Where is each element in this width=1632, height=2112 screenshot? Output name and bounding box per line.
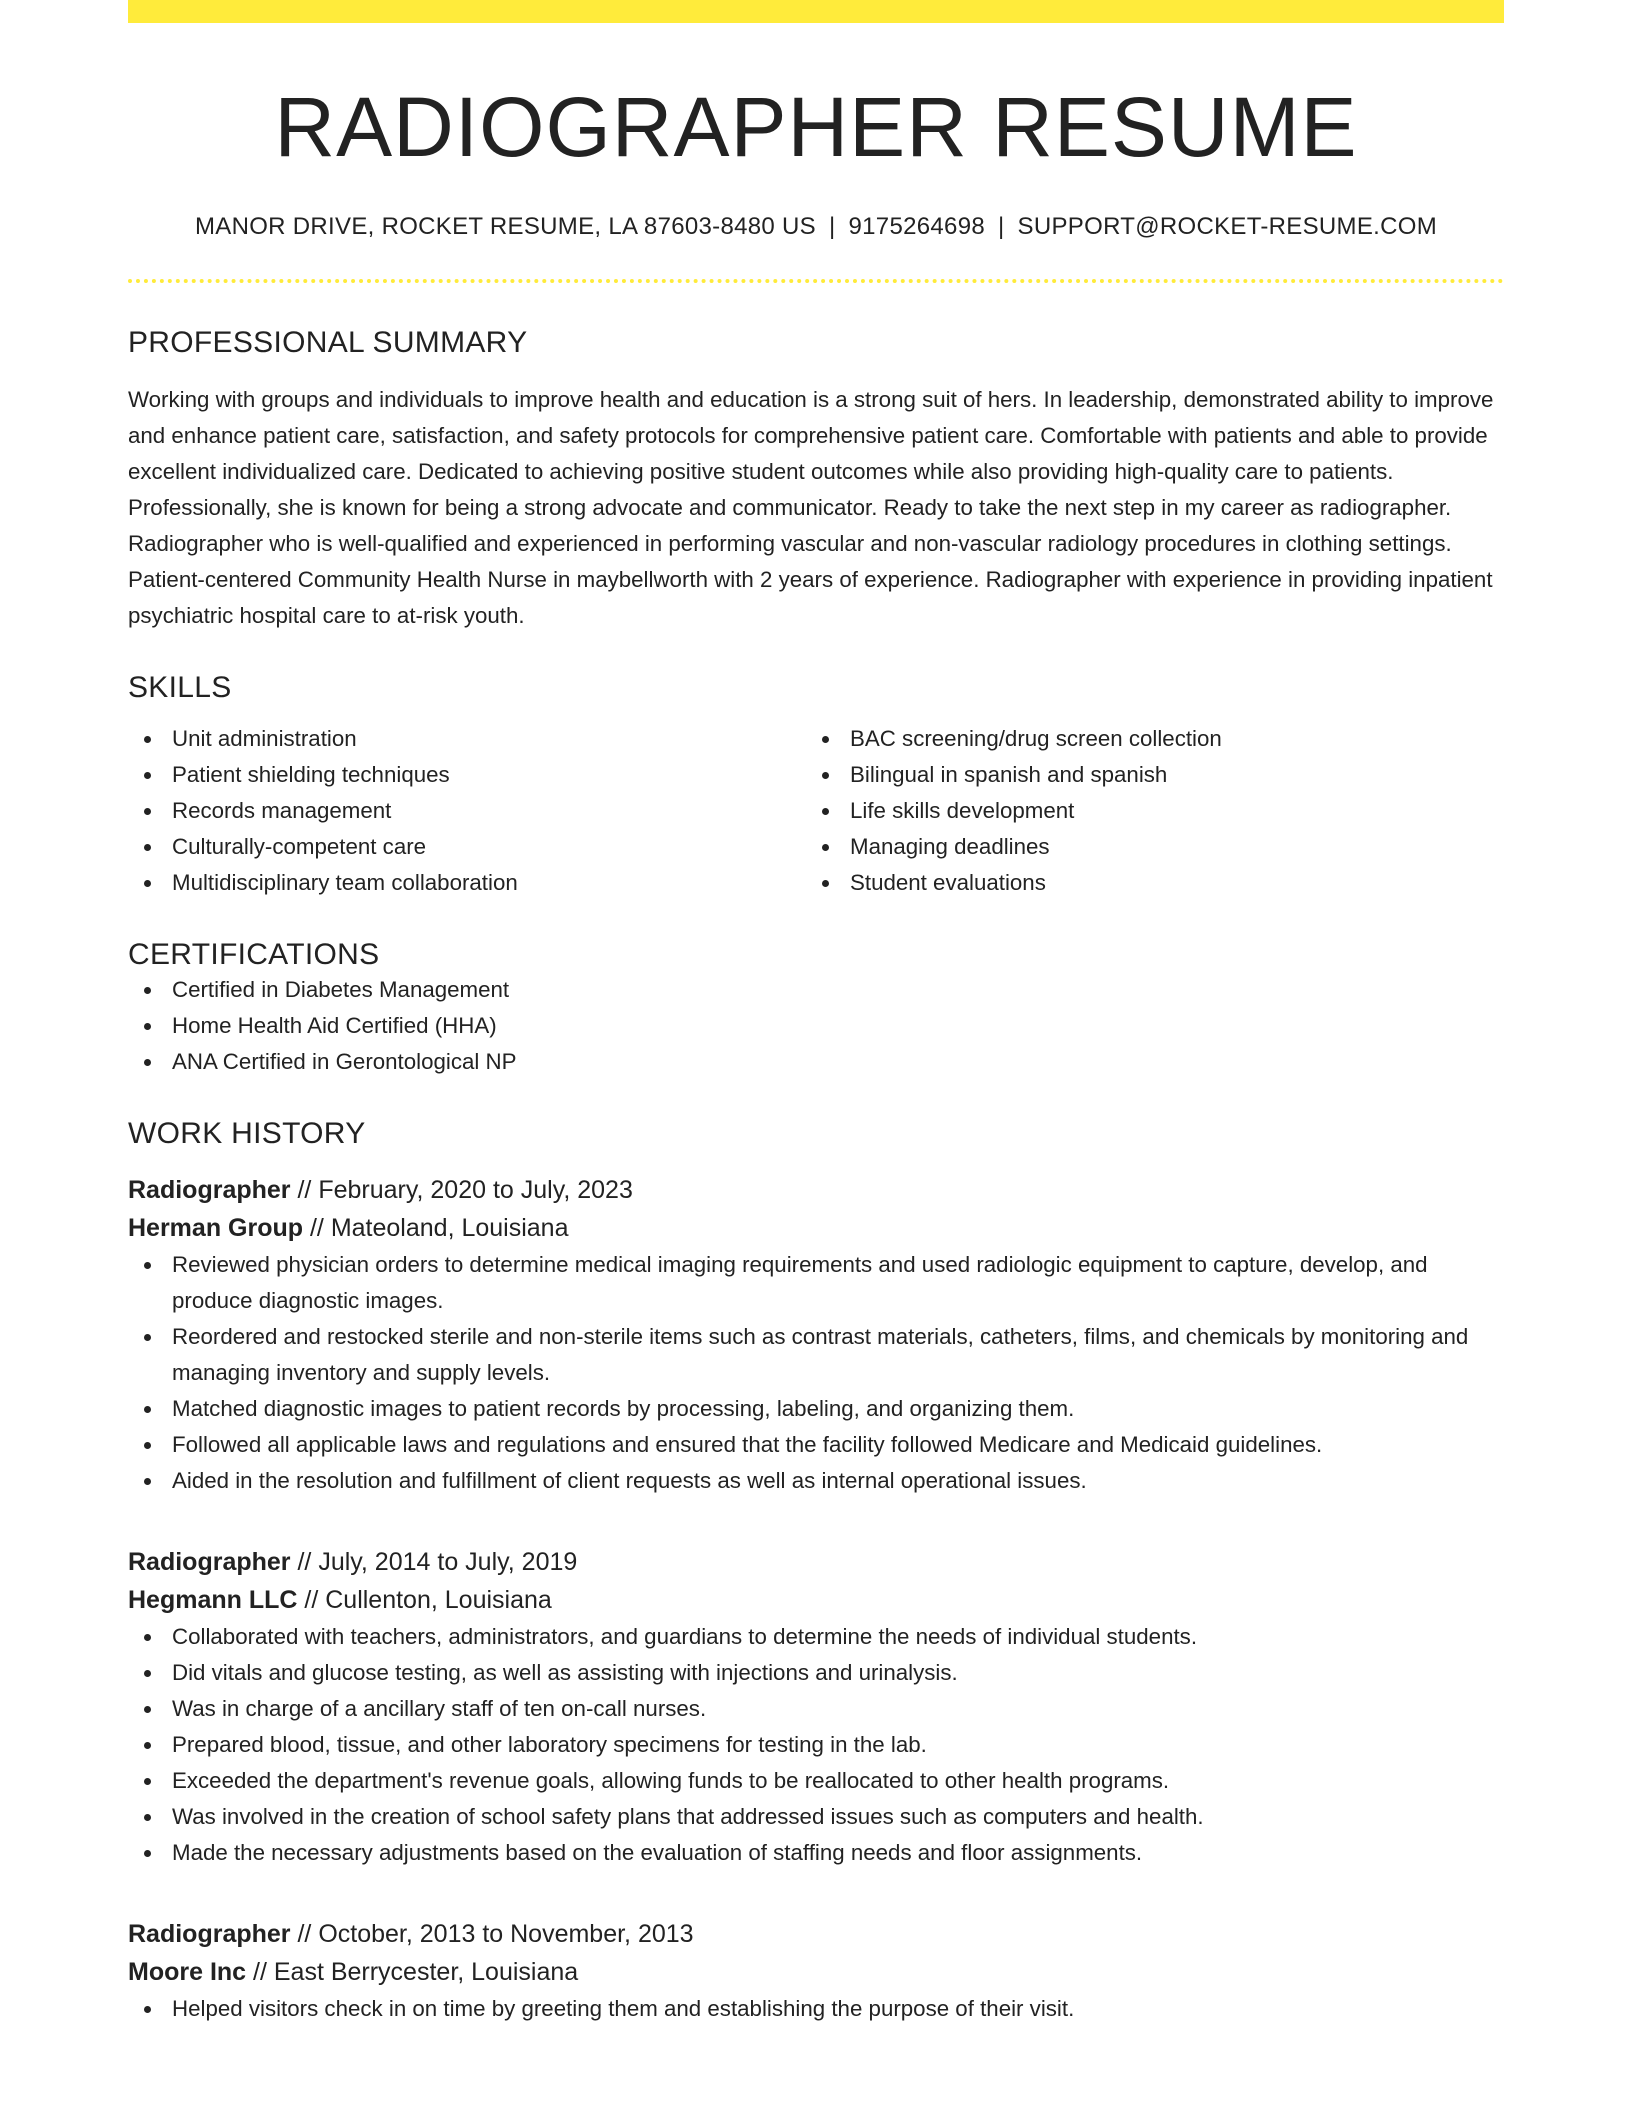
contact-phone: 9175264698 <box>848 213 985 241</box>
job-duties <box>128 1247 1504 1499</box>
job-entry <box>128 1171 1504 1499</box>
certification-item: Certified in Diabetes Management <box>128 972 1504 1008</box>
job-duties <box>128 1991 1504 2027</box>
job-title-line <box>128 1543 1504 1581</box>
certification-item: Home Health Aid Certified (HHA) <box>128 1008 1504 1044</box>
skill-item: Managing deadlines <box>806 829 1484 865</box>
job-dates: // July, 2014 to July, 2019 <box>290 1548 578 1577</box>
skills-section <box>128 671 1504 901</box>
summary-text: Working with groups and individuals to improve health and education is a strong suit of hers. In leadership, demonstrated ability to improve and enhance patient care, satisfaction, and safety protocols for comprehensive patient care. Comfortable with patients and able to provide excellent individualized care. Dedicated to achieving positive student outcomes while also providing high-quality care to patients. Professionally, she is known for being a strong advocate and communicator. Ready to take the next step in my career as radiographer. Radiographer who is well-qualified and experienced in performing vascular and non-vascular radiology procedures in clothing settings. Patient-centered Community Health Nurse in maybellworth with 2 years of experience. Radiographer with experience in providing inpatient psychiatric hospital care to at-risk youth. <box>128 387 1494 629</box>
certifications-section <box>128 938 1504 1080</box>
duty-item: Collaborated with teachers, administrators, and guardians to determine the needs of individual students. <box>128 1619 1504 1655</box>
resume-page <box>128 0 1504 2027</box>
job-title-line <box>128 1915 1504 1953</box>
certifications-list <box>128 972 1504 1080</box>
skill-item: Patient shielding techniques <box>128 757 806 793</box>
job-title-line <box>128 1171 1504 1209</box>
job-dates: // February, 2020 to July, 2023 <box>290 1176 633 1205</box>
skill-item: Unit administration <box>128 721 806 757</box>
job-title: Radiographer <box>128 1548 291 1577</box>
skill-item: Records management <box>128 793 806 829</box>
duty-item: Exceeded the department's revenue goals, allowing funds to be reallocated to other health programs. <box>128 1763 1504 1799</box>
skills-heading: SKILLS <box>128 671 232 705</box>
job-location: // East Berrycester, Louisiana <box>246 1958 579 1987</box>
skill-item: Life skills development <box>806 793 1484 829</box>
duty-item: Did vitals and glucose testing, as well as assisting with injections and urinalysis. <box>128 1655 1504 1691</box>
duty-item: Matched diagnostic images to patient records by processing, labeling, and organizing them. <box>128 1391 1504 1427</box>
duty-item: Reviewed physician orders to determine medical imaging requirements and used radiologic equipment to capture, develop, and produce diagnostic images. <box>128 1247 1504 1319</box>
contact-email: SUPPORT@ROCKET-RESUME.COM <box>1017 213 1438 241</box>
job-entry <box>128 1915 1504 2027</box>
duty-item: Aided in the resolution and fulfillment of client requests as well as internal operational issues. <box>128 1463 1504 1499</box>
summary-section <box>128 326 1504 634</box>
skill-item: Multidisciplinary team collaboration <box>128 865 806 901</box>
skill-item: Bilingual in spanish and spanish <box>806 757 1484 793</box>
skill-item: Student evaluations <box>806 865 1484 901</box>
resume-title: RADIOGRAPHER RESUME <box>274 80 1358 174</box>
job-company-line <box>128 1581 1504 1619</box>
work-history-section <box>128 1117 1504 2027</box>
skill-item: BAC screening/drug screen collection <box>806 721 1484 757</box>
job-entry <box>128 1543 1504 1871</box>
skills-column-right <box>806 721 1484 901</box>
job-location: // Mateoland, Louisiana <box>303 1214 569 1243</box>
contact-separator: | <box>998 213 1005 241</box>
job-duties <box>128 1619 1504 1871</box>
duty-item: Reordered and restocked sterile and non-sterile items such as contrast materials, catheters, films, and chemicals by monitoring and managing inventory and supply levels. <box>128 1319 1504 1391</box>
certifications-heading: CERTIFICATIONS <box>128 938 380 972</box>
contact-address: MANOR DRIVE, ROCKET RESUME, LA 87603-8480 US <box>194 213 816 241</box>
duty-item: Helped visitors check in on time by greeting them and establishing the purpose of their visit. <box>128 1991 1504 2027</box>
skills-column-left <box>128 721 806 901</box>
job-location: // Cullenton, Louisiana <box>297 1586 552 1615</box>
duty-item: Made the necessary adjustments based on the evaluation of staffing needs and floor assignments. <box>128 1835 1504 1871</box>
certification-item: ANA Certified in Gerontological NP <box>128 1044 1504 1080</box>
work-history-heading: WORK HISTORY <box>128 1117 366 1151</box>
job-title: Radiographer <box>128 1920 291 1949</box>
job-company: Moore Inc <box>128 1958 247 1987</box>
duty-item: Was involved in the creation of school safety plans that addressed issues such as computers and health. <box>128 1799 1504 1835</box>
duty-item: Was in charge of a ancillary staff of ten on-call nurses. <box>128 1691 1504 1727</box>
accent-bar <box>128 0 1504 23</box>
job-company: Herman Group <box>128 1214 304 1243</box>
job-company: Hegmann LLC <box>128 1586 298 1615</box>
skills-grid <box>128 721 1504 901</box>
duty-item: Followed all applicable laws and regulations and ensured that the facility followed Medicare and Medicaid guidelines. <box>128 1427 1504 1463</box>
duty-item: Prepared blood, tissue, and other laboratory specimens for testing in the lab. <box>128 1727 1504 1763</box>
skill-item: Culturally-competent care <box>128 829 806 865</box>
job-company-line <box>128 1209 1504 1247</box>
summary-heading: PROFESSIONAL SUMMARY <box>128 326 528 360</box>
dotted-divider <box>128 279 1504 283</box>
contact-separator: | <box>828 213 836 241</box>
job-company-line <box>128 1953 1504 1991</box>
job-dates: // October, 2013 to November, 2013 <box>290 1920 694 1949</box>
contact-line <box>128 213 1504 241</box>
job-title: Radiographer <box>128 1176 291 1205</box>
